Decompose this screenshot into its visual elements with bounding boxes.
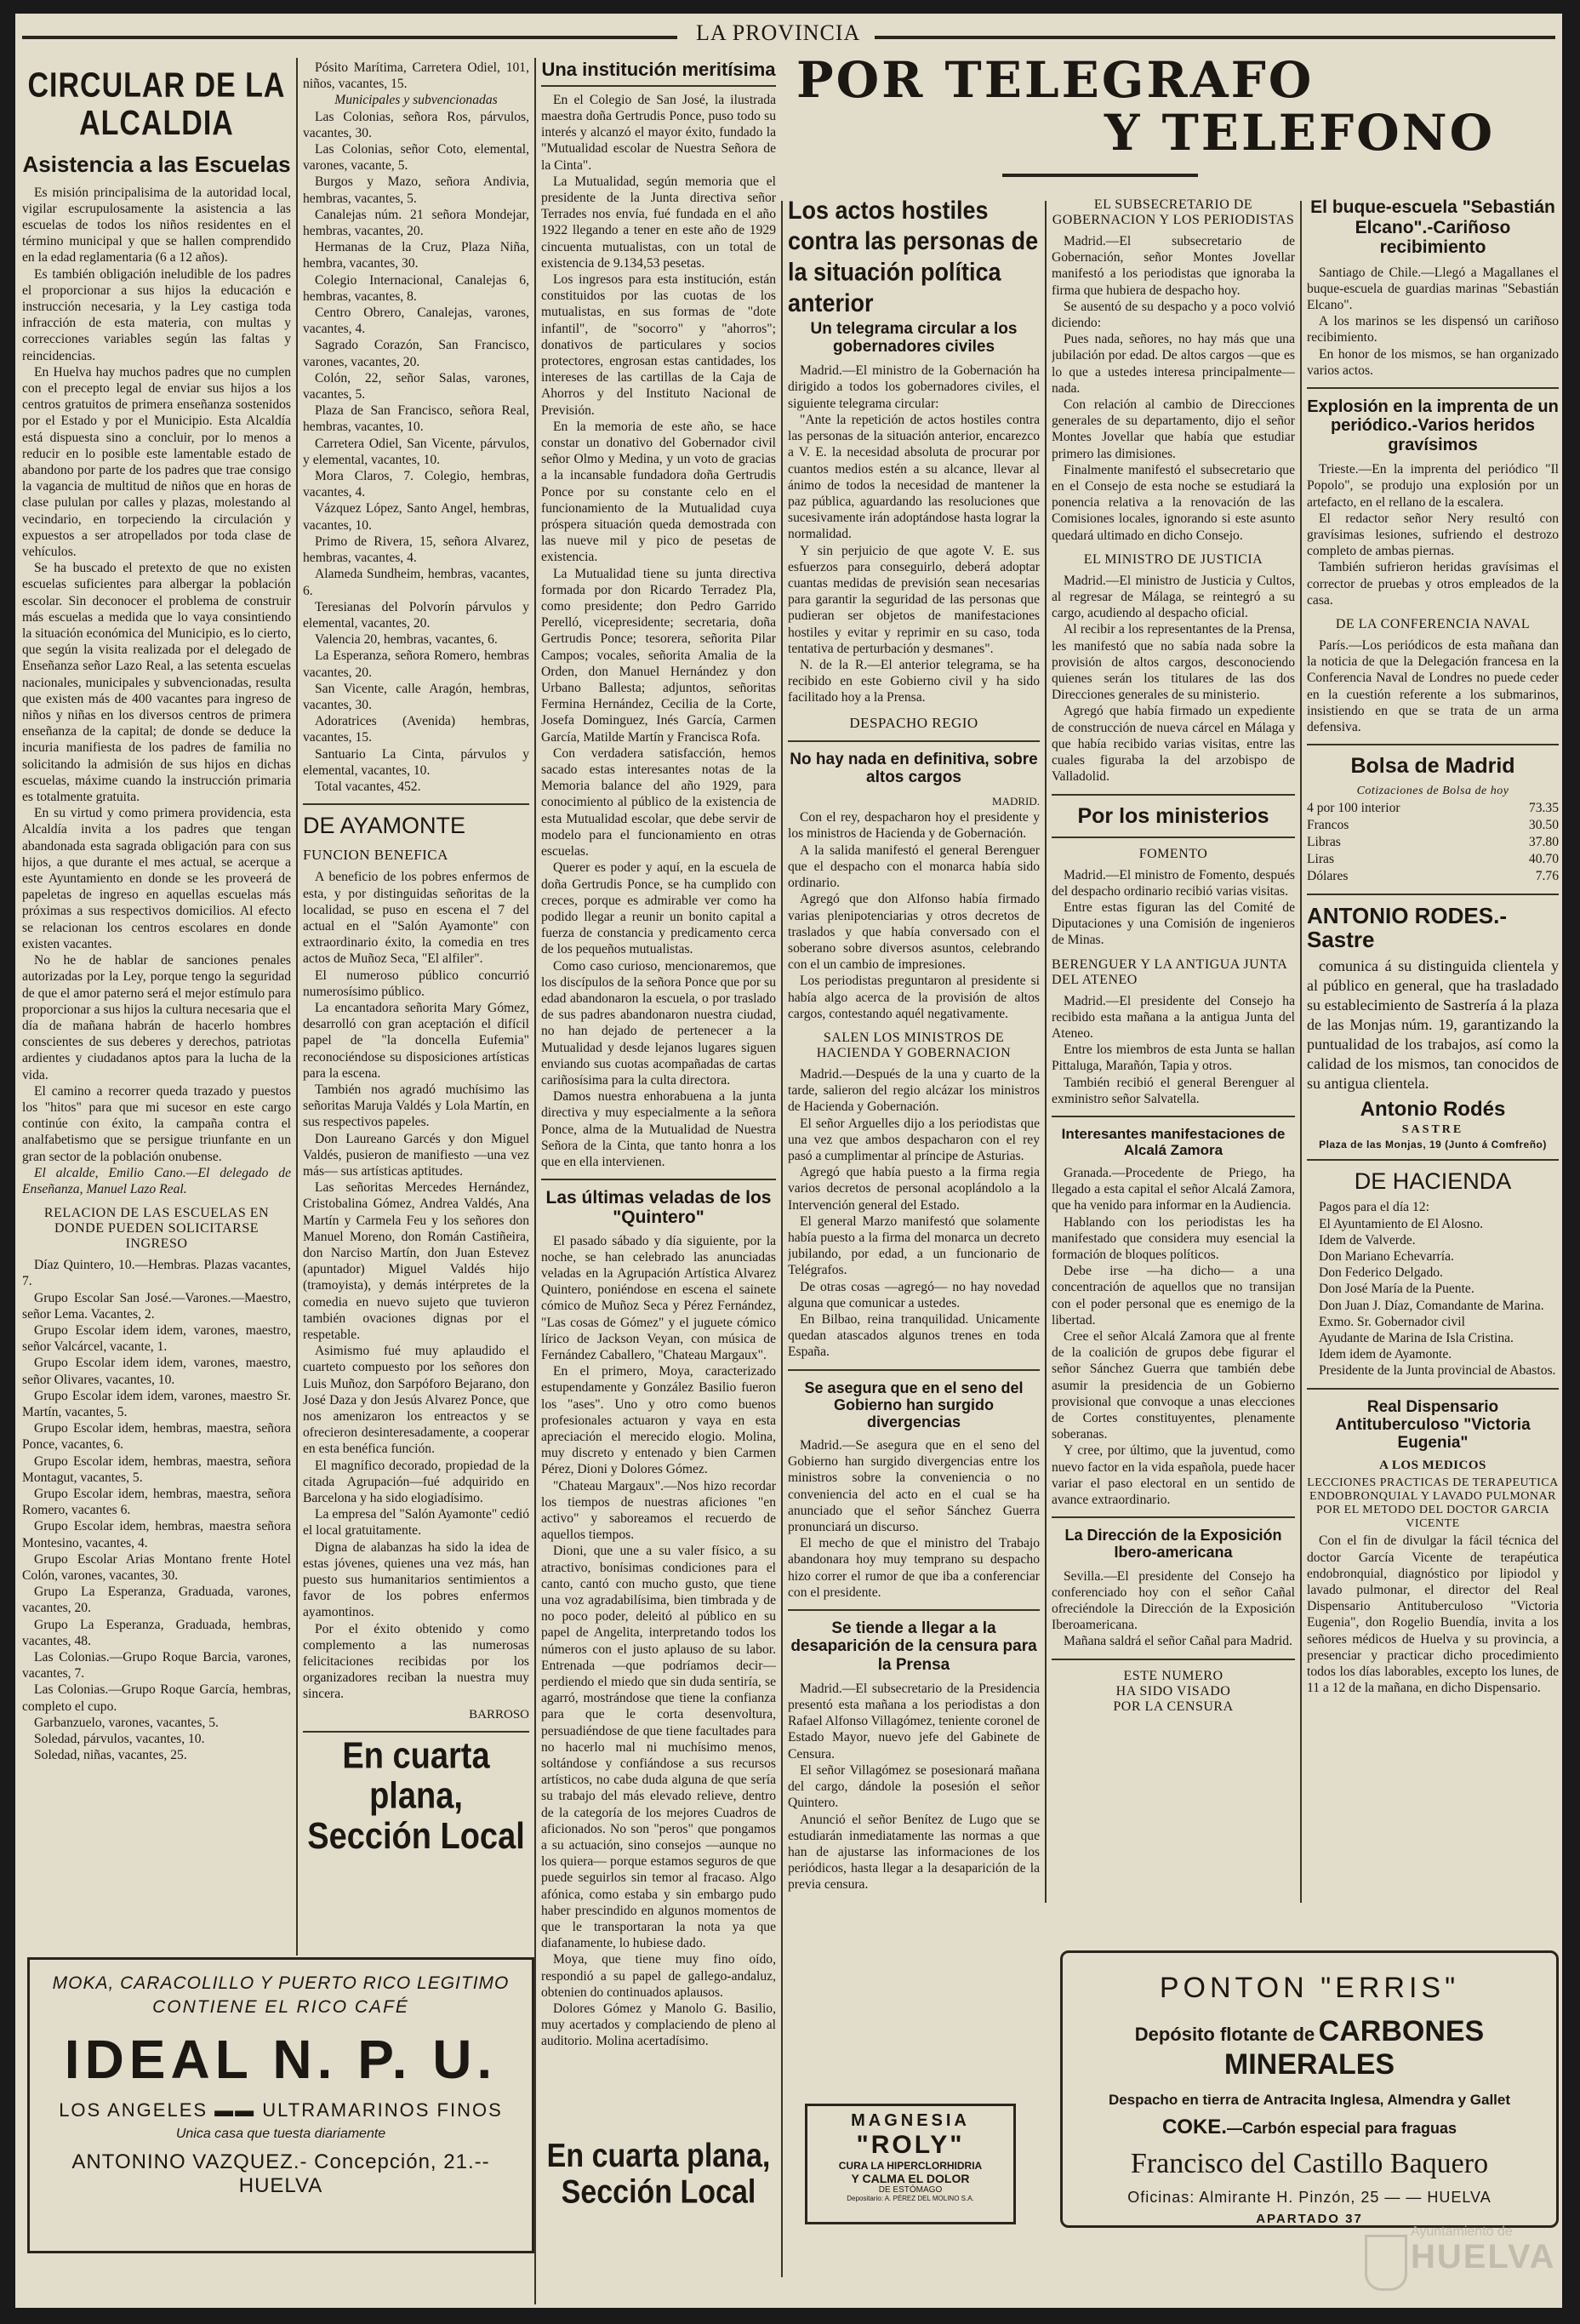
section-separator xyxy=(1052,1659,1295,1660)
list-item: Las Colonias.—Grupo Roque García, hembras, completo el cupo. xyxy=(22,1682,291,1714)
paragraph: El camino a recorrer queda trazado y puestos los "hitos" para que mi sucesor en este cargo continúe con éxito, la campaña contra el analfabetismo que se persigue triunfante en un gran sector de la población onubense. xyxy=(22,1083,291,1164)
column-actos-hostiles xyxy=(788,192,1040,1920)
paragraph: N. de la R.—El anterior telegrama, se ha recibido en este Gobierno civil y ha sido facilitado hoy a la Prensa. xyxy=(788,657,1040,705)
paragraph: Y sin perjuicio de que agote V. E. sus esfuerzos para conseguirlo, deberá adoptar cuantas medidas de previsión sean necesarias para garantir la seguridad de las personas que pudieran ser objetos de manifestaciones hostiles y evitar y reprimir en su caso, toda tentativa de perturbación y desmanes". xyxy=(788,543,1040,656)
paragraph: También sufrieron heridas gravísimas el corrector de pruebas y otros empleados de la casa. xyxy=(1307,560,1559,608)
signature-alcalde: El alcalde, Emilio Cano.—El delegado de Enseñanza, Manuel Lazo Real. xyxy=(22,1165,291,1196)
list-item: Soledad, niñas, vacantes, 25. xyxy=(34,1748,187,1763)
caption-fomento: FOMENTO xyxy=(1138,846,1208,861)
banner-por-telegrafo: POR TELEGRAFO xyxy=(796,51,1315,109)
list-item: Pósito Marítima, Carretera Odiel, 101, niños, vacantes, 15. xyxy=(303,60,529,92)
paragraph: Santiago de Chile.—Llegó a Magallanes el buque-escuela de guardias marinas "Sebastián Elcano". xyxy=(1307,265,1559,312)
section-separator xyxy=(788,1609,1040,1611)
ad-ideal-npu xyxy=(27,1957,534,2253)
caption-subsecretario: EL SUBSECRETARIO DE GOBERNACION Y LOS PERIODISTAS xyxy=(1052,197,1295,227)
paragraph: El general Marzo manifestó que solamente había puesto a la firma del monarca un decreto jubilando, por edad, a un funcionario de Telégrafos. xyxy=(788,1213,1040,1278)
list-item: El Ayuntamiento de El Alosno. xyxy=(1319,1216,1484,1231)
ad-text: Depositario: A. PÉREZ DEL MOLINO S.A. xyxy=(847,2195,974,2202)
list-item: Centro Obrero, Canalejas, varones, vacantes, 4. xyxy=(303,305,529,337)
column-circular xyxy=(22,60,291,1949)
paragraph: Madrid.—El subsecretario de Gobernación, señor Montes Jovellar manifestó a los periodistas que ignoraba la firma que hubiera de despacho hoy. xyxy=(1052,234,1295,298)
section-separator xyxy=(303,1731,529,1733)
paragraph: Con relación al cambio de Direcciones generales de su departamento, dijo el señor Montes Jovellar que había que estudiar primero las dimisiones. xyxy=(1052,397,1295,461)
bolsa-value: 40.70 xyxy=(1528,852,1559,867)
list-item: Grupo La Esperanza, Graduada, varones, vacantes, 20. xyxy=(22,1585,291,1616)
paragraph: Entre los miembros de esta Junta se hallan Pittaluga, Marañón, Tapia y otros. xyxy=(1052,1042,1295,1074)
headline-hacienda: DE HACIENDA xyxy=(1354,1168,1512,1195)
ad-text: Unica casa que tuesta diariamente xyxy=(175,2127,386,2141)
ad-ponton-erris xyxy=(1060,1950,1559,2228)
headline-alcala-zamora: Interesantes manifestaciones de Alcalá Zamora xyxy=(1061,1125,1286,1158)
ad-text: ULTRAMARINOS FINOS xyxy=(262,2099,503,2121)
list-item: Díaz Quintero, 10.—Hembras. Plazas vacantes, 7. xyxy=(22,1258,291,1289)
list-item: Las Colonias.—Grupo Roque Barcia, varones, vacantes, 7. xyxy=(22,1650,291,1682)
paragraph: De otras cosas —agregó— no hay novedad alguna que comunicar a ustedes. xyxy=(788,1279,1040,1310)
paragraph: Al recibir a los representantes de la Prensa, les manifestó que no sabía nada sobre la provisión de altos cargos, desconociendo quienes serán los titulares de las dos Direcciones generales de su ministerio. xyxy=(1052,622,1295,703)
headline-ayamonte: DE AYAMONTE xyxy=(303,813,466,839)
watermark-text: Ayuntamiento de xyxy=(1411,2224,1513,2239)
caption-berenguer-ateneo: BERENGUER Y LA ANTIGUA JUNTA DEL ATENEO xyxy=(1052,956,1287,987)
list-item: Grupo Escolar Arias Montano frente Hotel Colón, varones, vacantes, 30. xyxy=(22,1551,291,1583)
bolsa-label: Francos xyxy=(1307,818,1349,833)
paragraph: En su virtud y como primera providencia, esta Alcaldía invita a los padres que tengan abandonada esta sagrada obligación para con sus hijos, a que durante el mes actual, se acerque a este Ayuntamiento en donde se les proveerá de papeletas de ingreso en aquellas escuelas más próximas a sus respectivos domicilios. Al efecto se relacionan los centros escolares en donde existen vacantes. xyxy=(22,806,291,951)
list-item: Las Colonias, señora Ros, párvulos, vacantes, 30. xyxy=(303,109,529,140)
ornament-icon: ▬▬ xyxy=(208,2099,263,2121)
bolsa-label: Libras xyxy=(1307,835,1341,850)
ad-text: Depósito flotante de xyxy=(1134,2024,1315,2045)
list-item: Mora Claros, 7. Colegio, hembras, vacantes, 4. xyxy=(303,469,529,500)
paragraph: Sevilla.—El presidente del Consejo ha conferenciado hoy con el señor Cañal ofreciéndole la Dirección de la Exposición Iberoamericana. xyxy=(1052,1568,1295,1633)
visado-censura xyxy=(1052,1669,1295,1715)
list-item: Idem de Valverde. xyxy=(1319,1232,1416,1248)
caption-lecciones: LECCIONES PRACTICAS DE TERAPEUTICA ENDOBRONQUIAL Y LAVADO PULMONAR POR EL METODO DEL DOCTOR GARCIA VICENTE xyxy=(1307,1476,1559,1531)
paragraph: Madrid.—Se asegura que en el seno del Gobierno han surgido divergencias entre los ministros sobre la conveniencia o no conveniencia del acto en el cual se ha anunciado que el señor Sánchez Guerra pronunciará un discurso. xyxy=(788,1438,1040,1535)
caption-salen-ministros: SALEN LOS MINISTROS DE HACIENDA Y GOBERNACION xyxy=(816,1030,1012,1060)
ad-text: CARBONES MINERALES xyxy=(1224,2015,1485,2081)
column-divider xyxy=(781,201,783,2277)
paragraph: Las señoritas Mercedes Hernández, Cristobalina Gómez, Andrea Valdés, Ana Martín y Carmela Feu y los señores don Manuel Moreno, don Román Castiñeira, don Narciso Martín, don Juan Estevez (apuntador) Miguel Valdés hijo (tramoyista), y demás intérpretes de la comedia en nuevo sujeto que tuvieron también ovaciones dignas por el respetable. xyxy=(303,1180,529,1342)
paragraph: Madrid.—El ministro de Fomento, después del despacho ordinario recibió varias visitas. xyxy=(1052,867,1295,899)
ad-text: LOS ANGELES xyxy=(59,2099,208,2121)
section-separator xyxy=(541,85,776,87)
paragraph: El señor Arguelles dijo a los periodistas que una vez que ambos despacharon con el rey pasó a cumplimentar al príncipe de Asturias. xyxy=(788,1116,1040,1163)
paragraph: Agregó que don Alfonso había firmado varias plenipotenciarias y otros decretos de traslados y que había conversado con el soberano sobre diversos asuntos, celebrando con el un cambio de impresiones. xyxy=(788,892,1040,973)
section-separator xyxy=(1052,1116,1295,1117)
watermark-ayuntamiento xyxy=(1411,2224,1556,2275)
paragraph: Finalmente manifestó el subsecretario que en el Consejo de esta noche se estudiará la ponencia relativa a la renovación de las Comisiones locales, ignorando si este asunto quedará ultimado en dicho Consejo. xyxy=(1052,462,1295,543)
paragraph: Agregó que había puesto a la firma regia varios decretos de personal acoplándolo a la Intervención general del Estado. xyxy=(788,1165,1040,1213)
paragraph: Cree el señor Alcalá Zamora que al frente de la coalición de grupos debe figurar el señor Sánchez Guerra que también debe asumir la presidencia de un Gobierno provisional que convoque a unas elecciones de Cortes constituyentes, plenamente soberanas. xyxy=(1052,1329,1295,1442)
paragraph: A los marinos se les dispensó un cariñoso recibimiento. xyxy=(1307,314,1559,345)
ad-magnesia-roly xyxy=(805,2104,1016,2224)
ad-text: Despacho en tierra de Antracita Inglesa, Almendra y Gallet xyxy=(1108,2092,1511,2108)
subhead-asistencia: Asistencia a las Escuelas xyxy=(22,151,291,178)
rodes-sastre: SASTRE xyxy=(1401,1123,1464,1137)
caption-funcion-benefica: FUNCION BENEFICA xyxy=(303,847,448,864)
ad-brand: IDEAL N. P. U. xyxy=(64,2029,498,2090)
paragraph: La Mutualidad tiene su junta directiva formada por don Ricardo Terradez Pla, como presidente; don Pedro Garrido Perelló, vicepresidente; secretaria, doña Gertrudis Ponce; tesorera, señorita Pilar Campos; vocales, señorita Amalia de la Orden, don Manuel Hernández y don Urbano Ballesta; adjuntos, señoritas Fermina Hernández, Cecilia de la Corte, Josefa Dominguez, Inés García, Carmen García, Matilde Martín y Francisca Rofa. xyxy=(541,566,776,745)
masthead-rule-right xyxy=(875,36,1555,39)
paragraph: Debe irse —ha dicho— a una concentración de aquellos que no transijan con el poder personal que es enemigo de la libertad. xyxy=(1052,1264,1295,1328)
column-subsecretario xyxy=(1052,192,1295,1920)
section-separator xyxy=(303,803,529,805)
masthead-title: LA PROVINCIA xyxy=(696,20,861,45)
cuarta-plana-notice: En cuarta plana, Sección Local xyxy=(546,2137,771,2211)
bolsa-label: 4 por 100 interior xyxy=(1307,801,1400,816)
paragraph: Digna de alabanzas ha sido la idea de estas jóvenes, quienes una vez más, han puesto sus humanitarios sentimientos a favor de los pobres enfermos ayamontinos. xyxy=(303,1539,529,1620)
caption-conferencia-naval: DE LA CONFERENCIA NAVAL xyxy=(1335,616,1531,631)
list-item: Grupo Escolar idem idem, varones, maestro, señor Valcárcel, vacante, 1. xyxy=(22,1322,291,1355)
list-item: Don Juan J. Díaz, Comandante de Marina. xyxy=(1319,1298,1544,1313)
ad-text: APARTADO 37 xyxy=(1256,2212,1363,2226)
list-item: Presidente de la Junta provincial de Abastos. xyxy=(1319,1363,1556,1379)
headline-circular: CIRCULAR DE LA ALCALDIA xyxy=(27,66,286,143)
paragraph: Agregó que había firmado un expediente de construcción de nueva cárcel en Málaga y que había recibido varias visitas, entre las cuales figuraba la del arzobispo de Valladolid. xyxy=(1052,704,1295,785)
list-item: Alameda Sundheim, hembras, vacantes, 6. xyxy=(303,567,529,598)
section-separator xyxy=(1052,837,1295,838)
list-item: Exmo. Sr. Gobernador civil xyxy=(1319,1314,1465,1329)
column-escuelas-ayamonte xyxy=(303,60,529,1949)
list-item: Grupo Escolar San José.—Varones.—Maestro, señor Lema. Vacantes, 2. xyxy=(22,1290,291,1322)
paragraph: La empresa del "Salón Ayamonte" cedió el local gratuitamente. xyxy=(303,1507,529,1539)
paragraph: El numeroso público concurrió numerosísimo público. xyxy=(303,968,529,999)
headline-actos-hostiles: Los actos hostiles contra las personas de la situación política anterior xyxy=(788,196,1039,317)
list-item: Carretera Odiel, San Vicente, párvulos, y elemental, vacantes, 10. xyxy=(303,436,529,467)
headline-elcano: El buque-escuela "Sebastián Elcano".-Cariñoso recibimiento xyxy=(1310,197,1555,258)
rodes-signature: Antonio Rodés xyxy=(1360,1098,1506,1122)
list-item: Grupo Escolar idem, hembras, maestra, señora Ponce, vacantes, 6. xyxy=(22,1421,291,1453)
banner-rule xyxy=(1002,174,1198,177)
banner-y-telefono: Y TELEFONO xyxy=(1104,104,1496,162)
paragraph: Es también obligación ineludible de los padres el proporcionar a sus hijos la educación e instrucción necesaria, y la Ley castiga toda infracción de esta materia, con multas y correcciones variables según las faltas y reincidencias. xyxy=(22,266,291,363)
headline-divergencias: Se asegura que en el seno del Gobierno han surgido divergencias xyxy=(804,1379,1024,1430)
visado-line: HA SIDO VISADO xyxy=(1115,1683,1231,1699)
subhead-telegrama: Un telegrama circular a los gobernadores civiles xyxy=(810,319,1018,357)
list-item: Burgos y Mazo, señora Andivia, hembras, vacantes, 5. xyxy=(303,174,529,206)
headline-bolsa: Bolsa de Madrid xyxy=(1350,754,1515,779)
paragraph: En Huelva hay muchos padres que no cumplen con el precepto legal de enviar sus hijos a los centros gratuitos de primera enseñanza sostenidos por el Estado y por el Municipio. Esta Alcaldía está dispuesta sino a concluir, por lo menos a reducir en lo posible este lamentable estado de abandono por parte de los padres que trae consigo la vagancia de multitud de niños que en horas de clase pululan por calles y plazas, molestando al vecindario, en torpeciendo la circulación y expuestos a ser atropellados por toda clase de vehículos. xyxy=(22,364,291,560)
paragraph: Los periodistas preguntaron al presidente si había algo acerca de la provisión de altos cargos, contestando aquél negativamente. xyxy=(788,974,1040,1021)
bolsa-subtitle: Cotizaciones de Bolsa de hoy xyxy=(1356,785,1509,798)
paragraph: A beneficio de los pobres enfermos de esta, y por distinguidas señoritas de la localidad, se puso en escena el 7 del actual en el "Salón Ayamonte" con extraordinario éxito, la comedia en tres actos de Muñoz Seca, "El alfiler". xyxy=(303,870,529,967)
paragraph: Madrid.—El ministro de la Gobernación ha dirigido a todos los gobernadores civiles, el siguiente telegrama circular: xyxy=(788,363,1040,411)
paragraph: Anunció el señor Benítez de Lugo que se estudiarán inmediatamente las normas a que han de ajustarse las informaciones de los periódicos, hasta llegar a la desaparición de la previa censura. xyxy=(788,1812,1040,1893)
paragraph: No he de hablar de sanciones penales autorizadas por la Ley, porque tengo la seguridad de que el amor paterno será el mejor estímulo para proporcionar a sus hijos la cultura necesaria que el día de mañana habrán de hacerlo hombres conscientes de sus deberes y derechos, patriotas ardientes y ciudadanos aptos para la lucha de la vida. xyxy=(22,953,291,1082)
section-separator xyxy=(1307,387,1559,389)
headline-nada-altos-cargos: No hay nada en definitiva, sobre altos cargos xyxy=(790,750,1038,786)
paragraph: Querer es poder y aquí, en la escuela de doña Gertrudis Ponce, se ha cumplido con creces, porque es admirable ver como ha podido llegar a reunir un bonito capital a fuerza de constancia y predicamento cerca de los pequeños mutualistas. xyxy=(541,860,776,957)
shield-icon xyxy=(1365,2235,1407,2291)
watermark-text: HUELVA xyxy=(1411,2238,1556,2275)
paragraph: En el primero, Moya, caracterizado estupendamente y González Basilio fueron los "ases". Uno y otro como buenos profesionales actuaron y vaya en esta apreciación el merecido elogio. Molina, muy discreto y entenado y bien Carmen Pérez, Dioni y Dolores Gómez. xyxy=(541,1364,776,1477)
list-item: Grupo Escolar idem, hembras, maestra, señora Romero, vacantes 6. xyxy=(22,1486,291,1518)
paragraph: En la memoria de este año, se hace constar un donativo del Gobernador civil señor Olmo y Medina, y un voto de gracias a la incansable fundadora doña Gertrudis Ponce por su constante celo en el funcionamiento de la Mutualidad cuya próspera situación queda demostrada con las nueve mil y pico de pesetas de existencia. xyxy=(541,419,776,565)
section-separator xyxy=(1307,1388,1559,1390)
paragraph: El mecho de que el ministro del Trabajo abandonara hoy muy temprano su despacho hizo correr el rumor de que iba a conferenciar con el presidente. xyxy=(788,1536,1040,1600)
section-separator xyxy=(788,1369,1040,1371)
column-institucion-veladas xyxy=(541,60,776,2306)
list-item: Garbanzuelo, varones, vacantes, 5. xyxy=(34,1715,219,1730)
ad-text: MOKA, CARACOLILLO Y PUERTO RICO LEGITIMO xyxy=(52,1973,510,1993)
ad-text: —Carbón especial para fraguas xyxy=(1226,2120,1457,2137)
bolsa-label: Liras xyxy=(1307,852,1335,867)
list-item: Don Federico Delgado. xyxy=(1319,1265,1443,1281)
caption-medicos: A LOS MEDICOS xyxy=(1379,1459,1486,1473)
paragraph: Hablando con los periodistas les ha manifestado que considera muy esencial la formación de bloques políticos. xyxy=(1052,1214,1295,1263)
dateline: MADRID. xyxy=(992,795,1040,808)
paragraph: Madrid.—Después de la una y cuarto de la tarde, salieron del regio alcázar los ministros de Hacienda y Gobernación. xyxy=(788,1066,1040,1115)
list-item: Grupo Escolar idem idem, varones, maestro, señor Olivares, vacantes, 10. xyxy=(22,1356,291,1387)
list-item: Grupo Escolar idem idem, varones, maestro Sr. Martín, vacantes, 5. xyxy=(22,1388,291,1419)
paragraph: "Ante la repetición de actos hostiles contra las personas de la situación anterior, encarezco a V. E. la necesidad absoluta de procurar por cuantos medios estén a su alcance, llevar al ánimo de todos la necesidad de mantener la paz pública, aguardando las resoluciones que sucesivamente irán adoptándose hasta lograr la normalidad. xyxy=(788,412,1040,542)
paragraph: Trieste.—En la imprenta del periódico "Il Popolo", se produjo una explosión por un artefacto, en el rellano de la escalera. xyxy=(1307,462,1559,510)
list-item: Don Mariano Echevarría. xyxy=(1319,1248,1454,1264)
ad-text: CONTIENE EL RICO CAFÉ xyxy=(152,1997,409,2017)
caption-ministro-justicia: EL MINISTRO DE JUSTICIA xyxy=(1083,551,1263,567)
paragraph: Con el rey, despacharon hoy el presidente y los ministros de Hacienda y de Gobernación. xyxy=(788,810,1040,842)
paragraph: La encantadora señorita Mary Gómez, desarrolló con gran aceptación el difícil papel de "la doncella Eufemia" reconociéndose su disposiciones artísticas para la escena. xyxy=(303,1000,529,1081)
list-item: Pagos para el día 12: xyxy=(1319,1200,1429,1215)
paragraph: Pues nada, señores, no hay más que una jubilación por edad. De altos cargos —que es lo que a ustedes interesa principalmente— nada. xyxy=(1052,332,1295,396)
paragraph: Madrid.—El subsecretario de la Presidencia presentó esta mañana a los periodistas a don Rafael Alfonso Villagómez, teniente coronel de Estado Mayor, nuevo jefe del Gabinete de Censura. xyxy=(788,1681,1040,1762)
paragraph: Los ingresos para esta institución, están constituidos por las cuotas de los mutualistas, en sus formas de "dote infantil", de "socorro" y "ahorros"; donativos de particulares y socios protectores, engrosan estas cantidades, los intereses de las cartillas de la Caja de Ahorros y del Instituto Nacional de Previsión. xyxy=(541,271,776,418)
rodes-address: Plaza de las Monjas, 19 (Junto á Comfreño) xyxy=(1319,1139,1547,1151)
list-item: Don José María de la Puente. xyxy=(1319,1282,1474,1297)
paragraph: Dolores Gómez y Manolo G. Basilio, muy acertados y complaciendo de pleno al auditorio. Molina acertadísimo. xyxy=(541,2001,776,2049)
paragraph: Madrid.—El presidente del Consejo ha recibido esta mañana a la antigua Junta del Ateneo. xyxy=(1052,993,1295,1041)
bolsa-row xyxy=(1307,800,1559,817)
ad-brand: "ROLY" xyxy=(856,2131,965,2159)
section-separator xyxy=(541,1179,776,1180)
headline-ministerios: Por los ministerios xyxy=(1077,803,1269,828)
bolsa-row xyxy=(1307,834,1559,851)
paragraph: comunica á su distinguida clientela y al público en general, que ha trasladado su establecimiento de Sastrería á la plaza de las Monjas núm. 19, garantizando la puntualidad de los trabajos, así como la calidad de los mismos, tan conocidos de su antigua clientela. xyxy=(1307,957,1559,1093)
list-item: Teresianas del Polvorín párvulos y elemental, vacantes, 20. xyxy=(303,599,529,631)
paragraph: El magnífico decorado, propiedad de la citada Agrupación—fué adquirido en Barcelona y ha sido elogiadísimo. xyxy=(303,1458,529,1506)
list-item: Adoratrices (Avenida) hembras, vacantes, 15. xyxy=(303,714,529,745)
paragraph: Y cree, por último, que la juventud, como nuevo factor en la vida española, puede hacer variar el paso electoral en un sentido de avance extraordinario. xyxy=(1052,1443,1295,1508)
paragraph: "Chateau Margaux".—Nos hizo recordar los tiempos de nuestras aficiones "en activo" y saboreamos el recuerdo de aquellos tiempos. xyxy=(541,1478,776,1543)
paragraph: Don Laureano Garcés y don Miguel Valdés, pusieron de manifiesto —una vez más— sus artísticas aptitudes. xyxy=(303,1131,529,1179)
list-item: Soledad, párvulos, vacantes, 10. xyxy=(34,1732,205,1747)
list-item: San Vicente, calle Aragón, hembras, vacantes, 30. xyxy=(303,681,529,712)
visado-line: ESTE NUMERO xyxy=(1123,1668,1224,1683)
section-separator xyxy=(1307,1159,1559,1161)
section-separator xyxy=(1307,894,1559,895)
bolsa-value: 30.50 xyxy=(1528,818,1559,833)
list-item: Valencia 20, hembras, vacantes, 6. xyxy=(315,632,498,648)
ad-text: PONTON "ERRIS" xyxy=(1159,1972,1460,2004)
bolsa-value: 73.35 xyxy=(1528,801,1559,816)
paragraph: En honor de los mismos, se han organizado varios actos. xyxy=(1307,346,1559,378)
paragraph: Asimismo fué muy aplaudido el cuarteto compuesto por los señores don Luis Muñoz, don Sarpóforo Bejarano, don José Daza y don Jesús Alvarez Ponce, que nos amenizaron los entreactos y se ofrecieron desinteresadamente, a cooperar en esta benéfica función. xyxy=(303,1344,529,1457)
paragraph: En el Colegio de San José, la ilustrada maestra doña Gertrudis Ponce, puso todo su interés y alcanzó el mayor éxito, fundado la "Mutualidad escolar de Nuestra Señora de la Cinta". xyxy=(541,92,776,173)
paragraph: París.—Los periódicos de esta mañana dan la noticia de que la Delegación francesa en la Conferencia Naval de Londres no puede ceder en la cuestión referente a los submarinos, insistiendo en que se trata de un arma defensiva. xyxy=(1307,637,1559,734)
list-item: La Esperanza, señora Romero, hembras vacantes, 20. xyxy=(303,648,529,680)
list-item: Sagrado Corazón, San Francisco, varones, vacantes, 20. xyxy=(303,338,529,369)
list-item: Santuario La Cinta, párvulos y elemental, vacantes, 10. xyxy=(303,746,529,778)
masthead xyxy=(15,14,1562,51)
ad-text: DE ESTÓMAGO xyxy=(878,2185,943,2195)
column-divider xyxy=(296,58,298,1956)
paragraph: Con el fin de divulgar la fácil técnica del doctor García Vicente de terapéutica endobronquial, diagnóstico por lipiodol y lavado pulmonar, el director del Real Dispensario Antituberculoso "Victoria Eugenia", don Rogelio Buendía, invita a los señores médicos de Huelva y su provincia, a presenciar y practicar dicho procedimiento todos los días laborables, excepto los lunes, de 11 a 12 de la mañana, en dicho Dispensario. xyxy=(1307,1533,1559,1696)
list-item: Canalejas núm. 21 señora Mondejar, hembras, vacantes, 20. xyxy=(303,207,529,239)
paragraph: También nos agradó muchísimo las señoritas Maruja Valdés y Lola Martín, en sus respectivos papeles. xyxy=(303,1082,529,1130)
column-divider xyxy=(1300,201,1302,1903)
paragraph: A la salida manifestó el general Berenguer que el despacho con el monarca había sido ordinario. xyxy=(788,842,1040,891)
caption-relacion: RELACION DE LAS ESCUELAS EN DONDE PUEDEN SOLICITARSE INGRESO xyxy=(43,1206,270,1252)
ad-text: MAGNESIA xyxy=(851,2111,970,2130)
caption-despacho-regio: DESPACHO REGIO xyxy=(849,714,978,731)
column-divider xyxy=(1045,201,1047,1903)
ad-text: COKE. xyxy=(1161,2116,1227,2138)
list-item: Idem idem de Ayamonte. xyxy=(1319,1347,1452,1362)
list-item: Primo de Rivera, 15, señora Alvarez, hembras, vacantes, 4. xyxy=(303,534,529,566)
section-separator xyxy=(788,740,1040,742)
paragraph: Moya, que tiene muy fino oído, respondió a su papel de gallego-andaluz, obtenien do continuados aplausos. xyxy=(541,1952,776,2000)
paragraph: Es misión principalisima de la autoridad local, vigilar escrupulosamente la asistencia a las escuelas de todos los niños residentes en el término municipal y que se hallen comprendido en la edad reglamentaria (6 a 12 años). xyxy=(22,185,291,266)
headline-antonio-rodes: ANTONIO RODES.-Sastre xyxy=(1307,903,1507,953)
ad-text: Oficinas: Almirante H. Pinzón, 25 — — HUELVA xyxy=(1127,2189,1492,2206)
headline-exposicion: La Dirección de la Exposición Ibero-americana xyxy=(1064,1527,1282,1562)
cuarta-plana-notice: En cuarta plana, Sección Local xyxy=(307,1735,525,1857)
paragraph: Con verdadera satisfacción, hemos sacado estas interesantes notas de la Memoria balance del año 1929, para conocimiento al público de la existencia de esta Mutualidad escolar, que debe servir de modelo para el funcionamiento en otras escuelas. xyxy=(541,745,776,859)
list-item: Vázquez López, Santo Angel, hembras, vacantes, 10. xyxy=(303,501,529,533)
list-item: Ayudante de Marina de Isla Cristina. xyxy=(1319,1331,1514,1345)
list-item: Grupo La Esperanza, Graduada, hembras, vacantes, 48. xyxy=(22,1617,291,1648)
paragraph: Se ha buscado el pretexto de que no existen escuelas suficientes para albergar la población escolar. Sin deconocer el problema de construir más escuelas a medida que lo vaya consintiendo la situación económica del Municipio, es lo cierto, que según la visita realizada por el delegado de Enseñanza señor Lazo Real, a las setenta escuelas nacionales, municipales y subvencionadas, resulta que existen más de 400 vacantes para ingreso de niños y niñas en los diversos centros de primera enseñanza de la capital; de donde se deduce la incuria manifiesta de los padres de familia no solicitando la admisión de sus hijos en dichas escuelas, máxime cuando la instrucción primaria es totalmente gratuita. xyxy=(22,561,291,805)
bolsa-row xyxy=(1307,817,1559,834)
ad-text: CURA LA HIPERCLORHIDRIA xyxy=(838,2160,983,2172)
column-divider xyxy=(534,58,536,2304)
list-item: Colón, 22, señor Salas, varones, vacantes, 5. xyxy=(303,370,529,403)
headline-censura: Se tiende a llegar a la desaparición de la censura para la Prensa xyxy=(790,1619,1037,1674)
paragraph: Madrid.—El ministro de Justicia y Cultos, al regresar de Málaga, se reintegró a su cargo, acudiendo al despacho oficial. xyxy=(1052,573,1295,621)
headline-dispensario: Real Dispensario Antituberculoso "Victoria Eugenia" xyxy=(1335,1397,1531,1453)
section-separator xyxy=(1052,1516,1295,1518)
visado-line: POR LA CENSURA xyxy=(1113,1699,1234,1714)
bolsa-value: 37.80 xyxy=(1528,835,1559,850)
newspaper-page xyxy=(15,14,1562,2308)
headline-explosion: Explosión en la imprenta de un periódico.-Varios heridos gravísimos xyxy=(1307,397,1559,454)
bolsa-value: 7.76 xyxy=(1535,869,1559,884)
ad-text: Francisco del Castillo Baquero xyxy=(1130,2148,1489,2179)
paragraph: Por el éxito obtenido y como complemento a las numerosas felicitaciones recibidas por los organizadores reciban la nuestra muy sincera. xyxy=(303,1621,529,1702)
list-item: Grupo Escolar idem, hembras, maestra, señora Montagut, vacantes, 5. xyxy=(22,1453,291,1485)
list-item: Colegio Internacional, Canalejas 6, hembras, vacantes, 8. xyxy=(303,272,529,304)
paragraph: Dioni, que une a su valer físico, a su atractivo, bonísimas condiciones para el canto, cantó con mucho gusto, que tiene una voz agradabilísima, bien timbrada y de no poco poder, deleitó al público en su papel de Angelita, interpretando todos los números con el justo aplauso de su labor. Entrenada —que podríamos decir— perdiendo el miedo que sin duda sentiría, se agarró, mostrándose que tiene la confianza para que le corta desenvoltura, persuadiéndose de que tiene facultades para no hacerlo mal ni muchísimo menos, soltándose y confiándose a sus recursos artísticos, no cabe duda alguna de que sería su trabajo del más elevado relieve, dentro de la categoría de los mejores Cuadros de aficionados. No son "peros" que pongamos a su actuación, sino consejos —aunque no los quiera— porque estamos seguros de que puede seguirlos sin temor al fracaso. Algo afónica, como estaba y sin embargo pudo haber prescindido en algunos momentos de que le transportaran la nota ya que diafanamente, lo hubiese dado. xyxy=(541,1544,776,1951)
section-separator xyxy=(1052,794,1295,796)
paragraph: El pasado sábado y día siguiente, por la noche, se han celebrado las anunciadas veladas en la Agrupación Artística Alvarez Quintero, poniéndose en escena el sainete cómico de Muñoz Seca y Pérez Fernández, "Las cosas de Gómez" y el juguete cómico lírico de Jackson Veyan, con música de Fernández Caballero, "Chateau Margaux". xyxy=(541,1233,776,1362)
bolsa-label: Dólares xyxy=(1307,869,1349,884)
list-item: Plaza de San Francisco, señora Real, hembras, vacantes, 10. xyxy=(303,403,529,435)
paragraph: También recibió el general Berenguer al exministro señor Salvatella. xyxy=(1052,1075,1295,1106)
headline-quintero: Las últimas veladas de los "Quintero" xyxy=(545,1188,772,1227)
masthead-rule-left xyxy=(22,36,677,39)
list-item: Las Colonias, señor Coto, elemental, varones, vacante, 5. xyxy=(303,142,529,174)
paragraph: En Bilbao, reina tranquilidad. Unicamente quedan atascados algunos trenes en toda España. xyxy=(788,1311,1040,1360)
paragraph: La Mutualidad, según memoria que el presidente de la Junta directiva señor Terrades nos envía, fué fundada en el año 1922 llegando a tener en este año de 1929 cincuenta mutualistas, con un total de existencia de 9.134,53 pesetas. xyxy=(541,174,776,271)
paragraph: Granada.—Procedente de Priego, ha llegado a esta capital el señor Alcalá Zamora, que ha venido para informar en la Audiencia. xyxy=(1052,1166,1295,1213)
bolsa-row xyxy=(1307,851,1559,868)
signature-barroso: BARROSO xyxy=(469,1707,529,1722)
column-elcano-bolsa xyxy=(1307,192,1559,1920)
paragraph: Se ausentó de su despacho y a poco volvió diciendo: xyxy=(1052,299,1295,331)
section-separator xyxy=(1307,744,1559,745)
ad-text: ANTONINO VAZQUEZ.- Concepción, 21.-- HUELVA xyxy=(71,2150,490,2197)
paragraph: Damos nuestra enhorabuena a la junta directiva y muy especialmente a la señora Ponce, alma de la Mutualidad de Nuestra Señora de la Cinta, que tanto honra a los que en ella intervienen. xyxy=(541,1089,776,1169)
bolsa-row xyxy=(1307,868,1559,885)
list-item: Grupo Escolar idem, hembras, maestra señora Montesino, vacantes, 4. xyxy=(22,1519,291,1550)
list-item: Hermanas de la Cruz, Plaza Niña, hembra, vacantes, 30. xyxy=(303,240,529,271)
paragraph: Mañana saldrá el señor Cañal para Madrid. xyxy=(1064,1634,1292,1649)
paragraph: El señor Villagómez se posesionará mañana del cargo, dándole la posesión el señor Quintero. xyxy=(788,1762,1040,1811)
headline-institucion: Una institución meritísima xyxy=(541,60,776,80)
list-subcaption: Municipales y subvencionadas xyxy=(334,93,498,108)
paragraph: Entre estas figuran las del Comité de Diputaciones y una Comisión de ingenieros de Minas. xyxy=(1052,899,1295,948)
list-item-total: Total vacantes, 452. xyxy=(315,779,421,794)
paragraph: El redactor señor Nery resultó con gravísimas lesiones, sufriendo el destrozo completo de ambas piernas. xyxy=(1307,511,1559,559)
paragraph: Como caso curioso, mencionaremos, que los discípulos de la señora Ponce que por su edad abandonaron la escuela, o por traslado de sus padres abandonaron nuestra ciudad, no han dejado de pertenecer a la Mutualidad y desde lejanos lugares siguen enviando sus cuotas acompañadas de cartas cariñosísima para la culta directora. xyxy=(541,958,776,1088)
ad-text: Y CALMA EL DOLOR xyxy=(851,2172,970,2185)
